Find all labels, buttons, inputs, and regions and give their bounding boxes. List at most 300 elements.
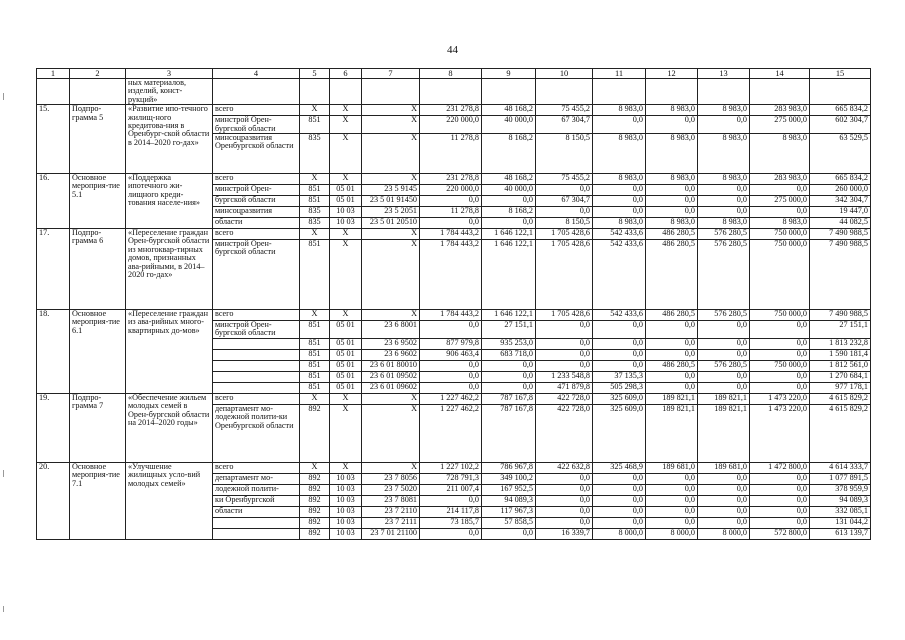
amount-cell: 0,0: [750, 349, 810, 360]
header-cell: 3: [126, 69, 213, 79]
amount-cell: 220 000,0: [420, 116, 482, 134]
amount-cell: 283 983,0: [750, 174, 810, 185]
program-name: «Развитие ипо-течного жилищ-ного кредитова-ния в Оренбург-ской области в 2014–2020 го-дах»: [126, 105, 213, 174]
amount-cell: 75 455,2: [536, 105, 593, 116]
code-grbs: 892: [300, 473, 330, 484]
program-name: «Поддержка ипотечного жи-лищного креди-тования населе-ния»: [126, 174, 213, 229]
amount-cell: 0,0: [536, 207, 593, 218]
code-rzpr: X: [330, 229, 362, 240]
amount-cell: 1 705 428,6: [536, 229, 593, 240]
amount-cell: 0,0: [646, 517, 698, 528]
code-grbs: X: [300, 462, 330, 473]
amount-cell: 0,0: [698, 349, 750, 360]
amount-cell: 44 082,5: [810, 218, 871, 229]
amount-cell: 486 280,5: [646, 240, 698, 310]
amount-cell: 37 135,3: [593, 371, 646, 382]
program-type: Подпро-грамма 7: [70, 393, 126, 462]
amount-cell: 0,0: [420, 382, 482, 393]
amount-cell: 0,0: [536, 360, 593, 371]
amount-cell: 0,0: [536, 185, 593, 196]
program-type: Основное мероприя-тие 5.1: [70, 174, 126, 229]
amount-cell: 8 983,0: [698, 174, 750, 185]
row-number: 16.: [37, 174, 70, 229]
executor-cell: лодежной полити-: [213, 484, 300, 495]
amount-cell: 0,0: [646, 207, 698, 218]
page-number: 44: [447, 44, 458, 56]
amount-cell: 1 077 891,5: [810, 473, 871, 484]
code-rzpr: 05 01: [330, 338, 362, 349]
code-rzpr: 10 03: [330, 207, 362, 218]
amount-cell: 0,0: [593, 473, 646, 484]
amount-cell: 275 000,0: [750, 116, 810, 134]
code-rzpr: 05 01: [330, 360, 362, 371]
amount-cell: 0,0: [646, 185, 698, 196]
amount-cell: 0,0: [750, 382, 810, 393]
code-rzpr: 05 01: [330, 321, 362, 339]
amount-cell: 728 791,3: [420, 473, 482, 484]
code-csr: X: [362, 174, 420, 185]
amount-cell: 260 000,0: [810, 185, 871, 196]
code-rzpr: 05 01: [330, 185, 362, 196]
amount-cell: 57 858,5: [482, 517, 536, 528]
amount-cell: 7 490 988,5: [810, 229, 871, 240]
amount-cell: 8 983,0: [646, 105, 698, 116]
amount-cell: 0,0: [593, 338, 646, 349]
code-csr: 23 6 01 80010: [362, 360, 420, 371]
amount-cell: 486 280,5: [646, 360, 698, 371]
amount-cell: 0,0: [593, 185, 646, 196]
code-rzpr: X: [330, 116, 362, 134]
code-csr: 23 5 2051: [362, 207, 420, 218]
code-csr: 23 7 2111: [362, 517, 420, 528]
row-number: 17.: [37, 229, 70, 310]
table-row: [37, 229, 871, 240]
amount-cell: 787 167,8: [482, 393, 536, 404]
amount-cell: 8 983,0: [593, 218, 646, 229]
code-grbs: 851: [300, 116, 330, 134]
amount-cell: 40 000,0: [482, 116, 536, 134]
amount-cell: 1 473 220,0: [750, 393, 810, 404]
amount-cell: 189 821,1: [646, 393, 698, 404]
amount-cell: 665 834,2: [810, 174, 871, 185]
amount-cell: 613 139,7: [810, 528, 871, 539]
code-csr: X: [362, 229, 420, 240]
code-csr: X: [362, 310, 420, 321]
amount-cell: 0,0: [420, 218, 482, 229]
header-cell: 14: [750, 69, 810, 79]
code-csr: X: [362, 404, 420, 462]
code-csr: 23 5 01 91450: [362, 196, 420, 207]
amount-cell: 0,0: [420, 371, 482, 382]
code-grbs: 892: [300, 495, 330, 506]
amount-cell: 0,0: [750, 338, 810, 349]
amount-cell: 0,0: [536, 349, 593, 360]
amount-cell: 1 472 800,0: [750, 462, 810, 473]
amount-cell: 0,0: [750, 207, 810, 218]
executor-cell: [213, 371, 300, 382]
amount-cell: 231 278,8: [420, 105, 482, 116]
code-grbs: X: [300, 229, 330, 240]
amount-cell: 787 167,8: [482, 404, 536, 462]
amount-cell: 0,0: [593, 506, 646, 517]
amount-cell: 576 280,5: [698, 240, 750, 310]
amount-cell: 8 150,5: [536, 134, 593, 174]
row-number: 19.: [37, 393, 70, 462]
amount-cell: 0,0: [698, 116, 750, 134]
code-csr: 23 7 01 21100: [362, 528, 420, 539]
amount-cell: 542 433,6: [593, 240, 646, 310]
table-row: [37, 310, 871, 321]
amount-cell: 131 044,2: [810, 517, 871, 528]
row-number: 20.: [37, 462, 70, 539]
program-type: Основное мероприя-тие 6.1: [70, 310, 126, 394]
executor-cell: [213, 360, 300, 371]
amount-cell: 683 718,0: [482, 349, 536, 360]
executor-cell: области: [213, 506, 300, 517]
amount-cell: 117 967,3: [482, 506, 536, 517]
amount-cell: 8 983,0: [593, 174, 646, 185]
amount-cell: 0,0: [698, 517, 750, 528]
amount-cell: 189 821,1: [698, 404, 750, 462]
amount-cell: 0,0: [750, 371, 810, 382]
amount-cell: 1 270 684,1: [810, 371, 871, 382]
executor-cell: [213, 528, 300, 539]
amount-cell: 325 609,0: [593, 393, 646, 404]
amount-cell: 486 280,5: [646, 310, 698, 321]
amount-cell: 576 280,5: [698, 360, 750, 371]
amount-cell: 0,0: [593, 196, 646, 207]
amount-cell: 8 983,0: [698, 218, 750, 229]
amount-cell: 1 813 232,8: [810, 338, 871, 349]
amount-cell: 505 298,3: [593, 382, 646, 393]
amount-cell: 572 800,0: [750, 528, 810, 539]
amount-cell: 1 227 462,2: [420, 404, 482, 462]
code-csr: X: [362, 116, 420, 134]
amount-cell: 1 227 102,2: [420, 462, 482, 473]
amount-cell: 0,0: [750, 185, 810, 196]
amount-cell: 0,0: [536, 506, 593, 517]
amount-cell: 94 089,3: [482, 495, 536, 506]
code-csr: X: [362, 393, 420, 404]
executor-cell: всего: [213, 393, 300, 404]
amount-cell: 220 000,0: [420, 185, 482, 196]
amount-cell: 231 278,8: [420, 174, 482, 185]
code-grbs: X: [300, 393, 330, 404]
header-cell: 11: [593, 69, 646, 79]
code-rzpr: X: [330, 404, 362, 462]
amount-cell: 189 821,1: [646, 404, 698, 462]
amount-cell: 73 185,7: [420, 517, 482, 528]
amount-cell: 189 821,1: [698, 393, 750, 404]
executor-cell: ки Оренбургской: [213, 495, 300, 506]
amount-cell: 422 728,0: [536, 404, 593, 462]
code-csr: 23 6 9502: [362, 338, 420, 349]
amount-cell: 1 784 443,2: [420, 310, 482, 321]
amount-cell: 4 614 333,7: [810, 462, 871, 473]
header-cell: 1: [37, 69, 70, 79]
amount-cell: 0,0: [698, 506, 750, 517]
amount-cell: 0,0: [750, 473, 810, 484]
amount-cell: 422 728,0: [536, 393, 593, 404]
amount-cell: 0,0: [750, 495, 810, 506]
left-margin-mark: [3, 470, 4, 477]
amount-cell: 977 178,1: [810, 382, 871, 393]
amount-cell: 48 168,2: [482, 105, 536, 116]
code-grbs: X: [300, 174, 330, 185]
amount-cell: 189 681,0: [646, 462, 698, 473]
code-csr: 23 7 5020: [362, 484, 420, 495]
amount-cell: 0,0: [420, 360, 482, 371]
code-grbs: 851: [300, 338, 330, 349]
amount-cell: 0,0: [593, 517, 646, 528]
amount-cell: 342 304,7: [810, 196, 871, 207]
code-rzpr: 05 01: [330, 371, 362, 382]
amount-cell: 0,0: [420, 528, 482, 539]
amount-cell: 0,0: [750, 321, 810, 339]
amount-cell: 8 983,0: [750, 218, 810, 229]
row-number: 18.: [37, 310, 70, 394]
executor-cell: [213, 517, 300, 528]
amount-cell: 0,0: [646, 495, 698, 506]
amount-cell: 75 455,2: [536, 174, 593, 185]
program-name: «Переселение граждан из ава-рийных много-квартирных до-мов»: [126, 310, 213, 394]
amount-cell: 283 983,0: [750, 105, 810, 116]
amount-cell: 0,0: [593, 495, 646, 506]
code-rzpr: 05 01: [330, 382, 362, 393]
amount-cell: 0,0: [646, 382, 698, 393]
code-rzpr: 10 03: [330, 506, 362, 517]
header-row: [37, 69, 871, 79]
code-csr: 23 7 8081: [362, 495, 420, 506]
executor-cell: минстрой Орен-бургской области: [213, 116, 300, 134]
amount-cell: 8 983,0: [698, 134, 750, 174]
amount-cell: 1 473 220,0: [750, 404, 810, 462]
amount-cell: 48 168,2: [482, 174, 536, 185]
code-grbs: 892: [300, 484, 330, 495]
executor-cell: области: [213, 218, 300, 229]
amount-cell: 4 615 829,2: [810, 393, 871, 404]
amount-cell: 0,0: [646, 321, 698, 339]
amount-cell: 1 233 548,8: [536, 371, 593, 382]
amount-cell: 8 000,0: [698, 528, 750, 539]
amount-cell: 0,0: [698, 382, 750, 393]
amount-cell: 576 280,5: [698, 310, 750, 321]
amount-cell: 40 000,0: [482, 185, 536, 196]
amount-cell: 19 447,0: [810, 207, 871, 218]
amount-cell: 0,0: [482, 382, 536, 393]
code-grbs: 851: [300, 349, 330, 360]
code-rzpr: X: [330, 105, 362, 116]
amount-cell: 211 007,4: [420, 484, 482, 495]
amount-cell: 8 983,0: [646, 134, 698, 174]
amount-cell: 0,0: [482, 528, 536, 539]
amount-cell: 0,0: [646, 473, 698, 484]
amount-cell: 0,0: [698, 371, 750, 382]
amount-cell: 275 000,0: [750, 196, 810, 207]
amount-cell: 8 150,5: [536, 218, 593, 229]
code-grbs: 892: [300, 517, 330, 528]
amount-cell: 0,0: [646, 338, 698, 349]
header-cell: 2: [70, 69, 126, 79]
amount-cell: 1 646 122,1: [482, 310, 536, 321]
amount-cell: 0,0: [536, 321, 593, 339]
amount-cell: 63 529,5: [810, 134, 871, 174]
amount-cell: 0,0: [482, 371, 536, 382]
amount-cell: 349 100,2: [482, 473, 536, 484]
amount-cell: 542 433,6: [593, 310, 646, 321]
executor-cell: [213, 338, 300, 349]
left-margin-mark: [3, 93, 4, 100]
code-grbs: 892: [300, 506, 330, 517]
program-type: Подпро-грамма 6: [70, 229, 126, 310]
code-rzpr: 10 03: [330, 528, 362, 539]
amount-cell: 1 784 443,2: [420, 240, 482, 310]
amount-cell: 422 632,8: [536, 462, 593, 473]
amount-cell: 0,0: [698, 495, 750, 506]
program-type: Подпро-грамма 5: [70, 105, 126, 174]
amount-cell: 167 952,5: [482, 484, 536, 495]
amount-cell: 0,0: [698, 185, 750, 196]
table-row: [37, 393, 871, 404]
amount-cell: 0,0: [646, 484, 698, 495]
amount-cell: 27 151,1: [482, 321, 536, 339]
code-grbs: 835: [300, 207, 330, 218]
amount-cell: 67 304,7: [536, 116, 593, 134]
header-cell: 7: [362, 69, 420, 79]
amount-cell: 0,0: [750, 506, 810, 517]
code-grbs: 851: [300, 321, 330, 339]
code-rzpr: X: [330, 240, 362, 310]
code-grbs: 851: [300, 382, 330, 393]
program-type: Основное мероприя-тие 7.1: [70, 462, 126, 539]
header-cell: 8: [420, 69, 482, 79]
amount-cell: 1 812 561,0: [810, 360, 871, 371]
executor-cell: департамент мо-: [213, 473, 300, 484]
amount-cell: 1 590 181,4: [810, 349, 871, 360]
continuation-text: ных материалов, изделий, конст-рукций»: [126, 79, 213, 105]
code-grbs: 835: [300, 218, 330, 229]
code-csr: 23 7 2110: [362, 506, 420, 517]
amount-cell: 486 280,5: [646, 229, 698, 240]
amount-cell: 1 646 122,1: [482, 240, 536, 310]
executor-cell: [213, 382, 300, 393]
header-cell: 12: [646, 69, 698, 79]
amount-cell: 11 278,8: [420, 134, 482, 174]
amount-cell: 665 834,2: [810, 105, 871, 116]
amount-cell: 877 979,8: [420, 338, 482, 349]
code-csr: 23 5 9145: [362, 185, 420, 196]
amount-cell: 214 117,8: [420, 506, 482, 517]
header-cell: 4: [213, 69, 300, 79]
executor-cell: минсоцразвития Оренбургской области: [213, 134, 300, 174]
amount-cell: 8 983,0: [593, 105, 646, 116]
amount-cell: 4 615 829,2: [810, 404, 871, 462]
code-rzpr: 10 03: [330, 495, 362, 506]
header-cell: 5: [300, 69, 330, 79]
amount-cell: 0,0: [536, 517, 593, 528]
code-csr: X: [362, 105, 420, 116]
amount-cell: 750 000,0: [750, 360, 810, 371]
code-csr: X: [362, 134, 420, 174]
code-csr: X: [362, 240, 420, 310]
code-grbs: X: [300, 105, 330, 116]
amount-cell: 8 168,2: [482, 134, 536, 174]
executor-cell: всего: [213, 229, 300, 240]
amount-cell: 0,0: [646, 506, 698, 517]
amount-cell: 0,0: [698, 473, 750, 484]
amount-cell: 0,0: [482, 196, 536, 207]
code-rzpr: 10 03: [330, 484, 362, 495]
amount-cell: 0,0: [646, 116, 698, 134]
amount-cell: 8 983,0: [646, 218, 698, 229]
amount-cell: 576 280,5: [698, 229, 750, 240]
amount-cell: 378 959,9: [810, 484, 871, 495]
amount-cell: 8 168,2: [482, 207, 536, 218]
table-row: [37, 462, 871, 473]
amount-cell: 0,0: [593, 321, 646, 339]
code-grbs: 851: [300, 360, 330, 371]
code-grbs: 851: [300, 371, 330, 382]
amount-cell: 8 000,0: [593, 528, 646, 539]
amount-cell: 0,0: [698, 196, 750, 207]
table-row: [37, 174, 871, 185]
executor-cell: минстрой Орен-: [213, 185, 300, 196]
amount-cell: 0,0: [750, 484, 810, 495]
amount-cell: 8 983,0: [646, 174, 698, 185]
amount-cell: 0,0: [536, 473, 593, 484]
amount-cell: 0,0: [646, 349, 698, 360]
amount-cell: 7 490 988,5: [810, 310, 871, 321]
amount-cell: 0,0: [536, 338, 593, 349]
code-csr: 23 6 01 09602: [362, 382, 420, 393]
amount-cell: 67 304,7: [536, 196, 593, 207]
amount-cell: 0,0: [482, 218, 536, 229]
code-grbs: 892: [300, 404, 330, 462]
executor-cell: всего: [213, 310, 300, 321]
executor-cell: бургской области: [213, 196, 300, 207]
executor-cell: всего: [213, 174, 300, 185]
amount-cell: 325 609,0: [593, 404, 646, 462]
code-grbs: 851: [300, 185, 330, 196]
header-cell: 9: [482, 69, 536, 79]
code-rzpr: 10 03: [330, 473, 362, 484]
amount-cell: 0,0: [593, 349, 646, 360]
amount-cell: 786 967,8: [482, 462, 536, 473]
code-grbs: 892: [300, 528, 330, 539]
code-csr: 23 5 01 20510: [362, 218, 420, 229]
amount-cell: 8 983,0: [750, 134, 810, 174]
header-cell: 6: [330, 69, 362, 79]
code-grbs: X: [300, 310, 330, 321]
amount-cell: 542 433,6: [593, 229, 646, 240]
code-rzpr: X: [330, 393, 362, 404]
amount-cell: 94 089,3: [810, 495, 871, 506]
amount-cell: 935 253,0: [482, 338, 536, 349]
executor-cell: минсоцразвития: [213, 207, 300, 218]
amount-cell: 11 278,8: [420, 207, 482, 218]
amount-cell: 906 463,4: [420, 349, 482, 360]
amount-cell: 0,0: [698, 321, 750, 339]
executor-cell: [213, 349, 300, 360]
amount-cell: 750 000,0: [750, 229, 810, 240]
program-name: «Обеспечение жильем молодых семей в Орен-бургской области на 2014–2020 годы»: [126, 393, 213, 462]
amount-cell: 750 000,0: [750, 240, 810, 310]
code-rzpr: X: [330, 134, 362, 174]
code-csr: X: [362, 462, 420, 473]
executor-cell: департамент мо-лодежной полити-ки Оренбургской области: [213, 404, 300, 462]
code-csr: 23 6 01 09502: [362, 371, 420, 382]
amount-cell: 0,0: [593, 360, 646, 371]
